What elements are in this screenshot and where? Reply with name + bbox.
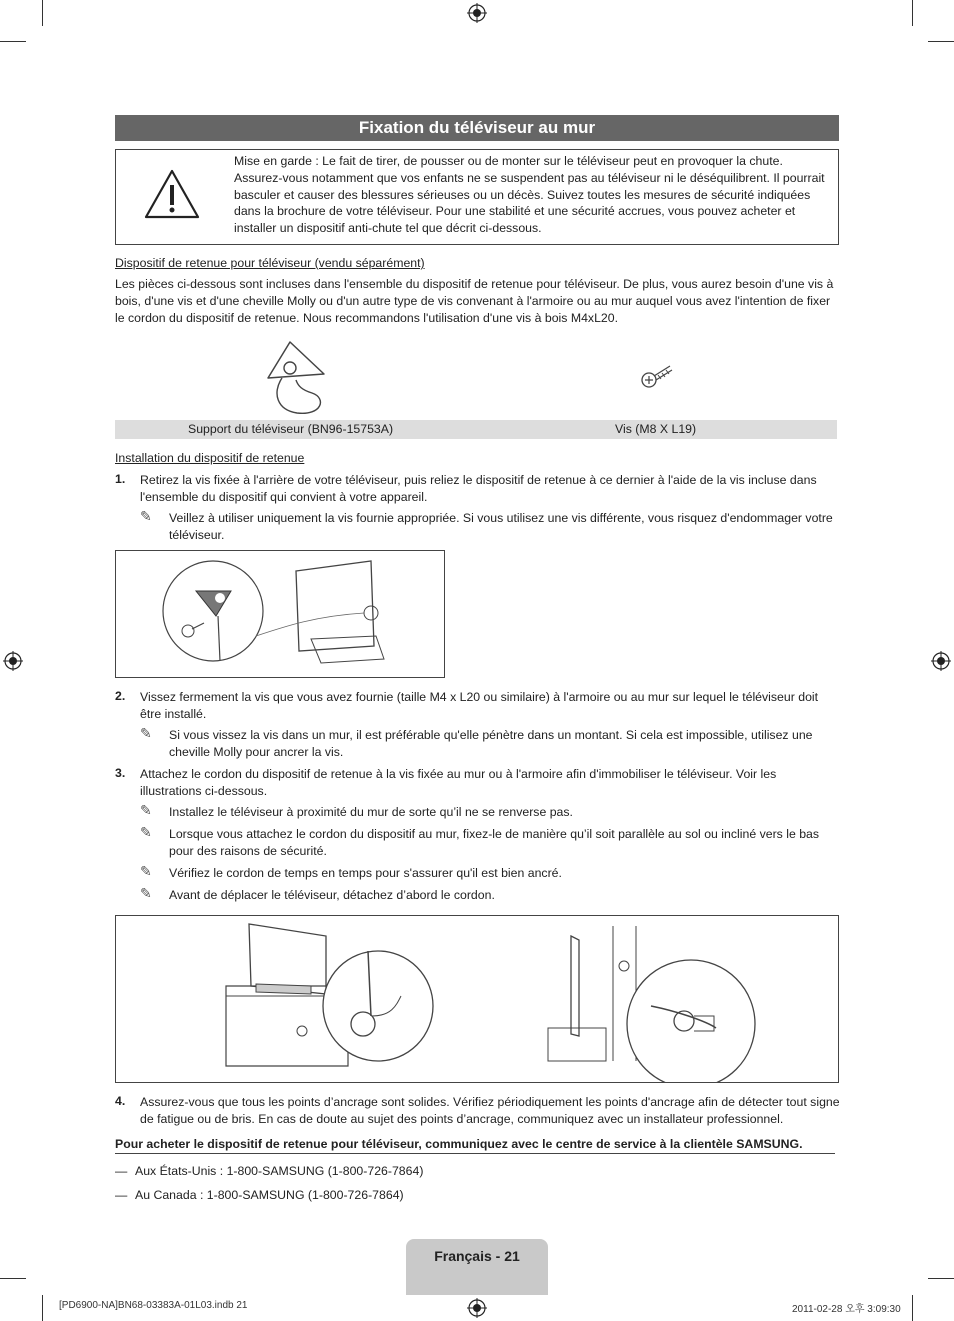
dash-bullet: —: [115, 1188, 128, 1202]
figure-step3: [115, 915, 839, 1083]
warning-triangle-icon: [143, 168, 201, 220]
crop-mark: [0, 1278, 26, 1279]
warning-label: Mise en garde: [234, 154, 312, 168]
purchase-heading: Pour acheter le dispositif de retenue pour téléviseur, communiquez avec le centre de service à la clientèle SAMSUNG.: [115, 1137, 835, 1154]
warning-body: : Le fait de tirer, de pousser ou de monter sur le téléviseur peut en provoquer la chute. Assurez-vous notamment que vos enfants ne se suspendent pas au téléviseur ni le déséquilibrent. Il pourrait basculer et causer des blessures sérieuses ou un décès. Suivez toutes les mesures de sécurité indiquées dans la brochure de votre téléviseur. Pour une stabilité et une sécurité accrues, vous pouvez acheter et installer un dispositif anti-chute tel que décrit ci-dessous.: [234, 154, 825, 236]
registration-mark-icon: [467, 3, 487, 23]
figure-step1: [115, 550, 445, 678]
crop-mark: [42, 1295, 43, 1321]
step-note: Vérifiez le cordon de temps en temps pour s'assurer qu'il est bien ancré.: [169, 866, 562, 880]
caption-screw: Vis (M8 X L19): [615, 422, 697, 436]
step-number: 1.: [115, 472, 126, 486]
crop-mark: [912, 1295, 913, 1321]
warning-text: [234, 153, 830, 237]
print-date: 2011-02-28 오후 3:09:30: [792, 1304, 901, 1315]
step-note: Avant de déplacer le téléviseur, détachez d’abord le cordon.: [169, 888, 495, 902]
crop-mark: [912, 0, 913, 26]
step-text: Retirez la vis fixée à l'arrière de votre téléviseur, puis reliez le dispositif de retenue à ce dernier à l'aide de la vis incluse dans l'ensemble du dispositif qui convient à votre appareil.: [140, 473, 817, 504]
registration-mark-icon: [467, 1298, 487, 1318]
note-pencil-icon: ✎: [140, 824, 152, 840]
step-text: Assurez-vous que tous les points d’ancrage sont solides. Vérifiez périodiquement les points d'ancrage afin de détecter tout signe de fatigue ou de bris. En cas de doute au sujet des points d’ancrage, communiquez avec un installateur professionnel.: [140, 1095, 840, 1126]
crop-mark: [42, 0, 43, 26]
screw-icon: [640, 363, 674, 389]
contact-canada: Au Canada : 1-800-SAMSUNG (1-800-726-7864): [135, 1188, 404, 1202]
step-text: Attachez le cordon du dispositif de retenue à la vis fixée au mur ou à l'armoire afin d'immobiliser le téléviseur. Voir les illustrations ci-dessous.: [140, 767, 777, 798]
dash-bullet: —: [115, 1164, 128, 1178]
registration-mark-icon: [931, 651, 951, 671]
contact-us: Aux États-Unis : 1-800-SAMSUNG (1-800-726-7864): [135, 1164, 424, 1178]
section-heading: Dispositif de retenue pour téléviseur (vendu séparément): [115, 256, 425, 270]
step-note: Si vous vissez la vis dans un mur, il est préférable qu'elle pénètre dans un montant. Si cela est impossible, utilisez une cheville Molly pour ancrer la vis.: [169, 728, 813, 759]
step-note: Veillez à utiliser uniquement la vis fournie appropriée. Si vous utilisez une vis différente, vous risquez d'endommager votre téléviseur.: [169, 511, 833, 542]
step-number: 3.: [115, 766, 126, 780]
crop-mark: [928, 1278, 954, 1279]
tv-bracket-illustration-icon: [116, 551, 444, 677]
section-body: Les pièces ci-dessous sont incluses dans l'ensemble du dispositif de retenue pour téléviseur. De plus, vous aurez besoin d'une vis à bois, d'une vis et d'une cheville Molly ou d'un autre type de vis convenant à l'armoire ou au mur auquel vous avez l'intention de fixer le cordon du dispositif de retenue. Nous recommandons l'utilisation d'une vis à bois M4xL20.: [115, 277, 834, 325]
crop-mark: [0, 41, 26, 42]
registration-mark-icon: [3, 651, 23, 671]
step-text: Vissez fermement la vis que vous avez fournie (taille M4 x L20 ou similaire) à l'armoire ou au mur sur lequel le téléviseur doit être installé.: [140, 690, 819, 721]
step-note: Lorsque vous attachez le cordon du dispositif au mur, fixez-le de manière qu’il soit parallèle au sol ou incliné vers le bas pour des raisons de sécurité.: [169, 827, 820, 858]
note-pencil-icon: ✎: [140, 508, 152, 524]
note-pencil-icon: ✎: [140, 885, 152, 901]
tv-holder-bracket-icon: [262, 338, 330, 418]
step-number: 2.: [115, 689, 126, 703]
section-heading: Installation du dispositif de retenue: [115, 451, 305, 465]
tv-anchoring-illustration-icon: [116, 916, 838, 1082]
note-pencil-icon: ✎: [140, 863, 152, 879]
note-pencil-icon: ✎: [140, 802, 152, 818]
note-pencil-icon: ✎: [140, 725, 152, 741]
page-title: Fixation du téléviseur au mur: [115, 115, 839, 141]
caption-holder: Support du téléviseur (BN96-15753A): [188, 422, 394, 436]
page-number-tab: Français - 21: [406, 1239, 548, 1295]
step-number: 4.: [115, 1094, 126, 1108]
parts-caption-bar: [115, 420, 837, 439]
file-info: [PD6900-NA]BN68-03383A-01L03.indb 21: [59, 1300, 248, 1311]
crop-mark: [928, 41, 954, 42]
step-note: Installez le téléviseur à proximité du mur de sorte qu’il ne se renverse pas.: [169, 805, 573, 819]
